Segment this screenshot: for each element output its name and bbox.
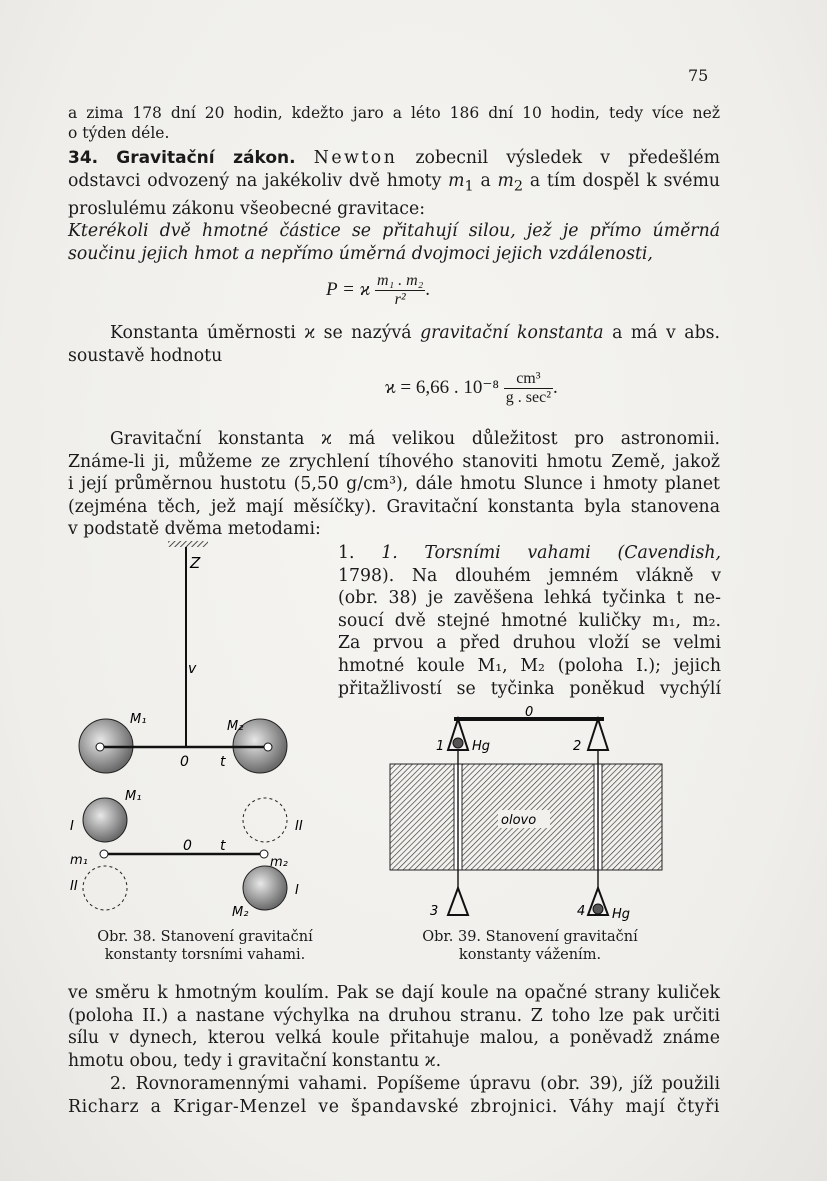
svg-text:M₂: M₂ xyxy=(232,905,249,920)
caption-fig-38: Obr. 38. Stanovení gravitační konstanty torsními vahami. xyxy=(97,929,313,963)
law-line-2: součinu jejich hmot a nepřímo úměrná dvojmoci jejich vzdálenosti, xyxy=(68,243,653,264)
top-paragraph: a zima 178 dní 20 hodin, kdežto jaro a léto 186 dní 10 hodin, tedy více než o týden déle. xyxy=(68,104,720,142)
label-t: t xyxy=(220,754,226,770)
svg-text:Hg: Hg xyxy=(472,739,491,754)
formula-gravity: P = ϰ $\frac{\text{m₁ . m₂}}{\text{r²}}$ . xyxy=(326,272,430,308)
mass-M1-position-I-bottom xyxy=(83,798,127,842)
svg-text:m₂: m₂ xyxy=(270,855,288,870)
svg-text:Hg: Hg xyxy=(612,907,631,922)
mass-M1-position-II xyxy=(83,866,127,910)
svg-text:II: II xyxy=(70,879,78,894)
svg-text:1: 1 xyxy=(436,739,445,754)
formula-constant: ϰ = 6,66 . 10⁻⁸ $\frac{\text{cm³}}{\text{g . sec²}}$ . xyxy=(385,370,558,406)
label-M1: M₁ xyxy=(130,712,147,727)
continuation-paragraph: ve směru k hmotným koulím. Pak se dají koule na opačné strany kuliček (poloha II.) a nastane výchylka na druhou stranu. Z toho lze pak určiti sílu v dynech, kterou velká koule přitahuje malou, a poněvadž známe hmotu obou, tedy i gravitační konstantu ϰ. xyxy=(68,983,720,1071)
svg-text:0: 0 xyxy=(525,705,534,720)
svg-text:4: 4 xyxy=(577,904,586,919)
law-line-1: Kterékoli dvě hmotné částice se přitahují silou, jež je přímo úměrná xyxy=(68,221,720,242)
method-1: 1. 1. Torsními vahami (Cavendish, 1798). Na dlouhém jemném vlákně v (obr. 38) je zavěšena lehká tyčinka t ne- soucí dvě stejné hmotné kuličky m₁, m₂. Za prvou a před druhou vloží se velmi hmotné koule M₁, M₂ (poloha I.); jejich přitažlivostí se tyčinka poněkud vychýlí xyxy=(338,543,721,699)
svg-text:t: t xyxy=(220,838,226,854)
label-olovo: olovo xyxy=(501,813,537,828)
svg-text:II: II xyxy=(295,819,303,834)
svg-text:0: 0 xyxy=(183,838,192,854)
pan-3 xyxy=(448,888,468,915)
section-34: 34. Gravitační zákon. Newton zobecnil výsledek v předešlém odstavci odvozený na jakékoliv dvě hmoty $m_1$ a $m_2$ a tím dospěl k svému proslulému zákonu všeobecné gravitace: Kterékoli dvě hmotné částice se přitahují silou, jež je přímo úměrná součinu jejich hmot a nepřímo úměrná dvojmoci jejich vzdálenosti, xyxy=(68,148,721,264)
page-number: 75 xyxy=(688,66,709,85)
section-title: Gravitační zákon. xyxy=(116,148,296,168)
label-z: Z xyxy=(190,554,201,572)
label-M2: M₂ xyxy=(227,719,244,734)
svg-text:M₁: M₁ xyxy=(125,789,142,804)
svg-text:m₁: m₁ xyxy=(70,853,88,868)
svg-text:3: 3 xyxy=(430,904,439,919)
mass-M2-position-I-bottom xyxy=(243,866,287,910)
svg-text:I: I xyxy=(295,883,299,898)
caption-fig-39: Obr. 39. Stanovení gravitační konstanty vážením. xyxy=(422,929,638,963)
importance-paragraph: Gravitační konstanta ϰ má velikou důležitost pro astronomii. Známe-li ji, můžeme ze zrychlení tíhového stanoviti hmotu Země, jakož i její průměrnou hustotu (5,50 g/cm³), dále hmotu Slunce i hmoty planet (zejména těch, jež mají měsíčky). Gravitační konstanta byla stanovena v podstatě dvěma metodami: xyxy=(68,429,720,540)
section-number: 34. xyxy=(68,148,99,168)
ceiling-mount xyxy=(168,541,208,547)
author-newton: Newton xyxy=(313,148,398,168)
figure-38-torsion-balance xyxy=(70,538,330,923)
constant-paragraph: Konstanta úměrnosti ϰ se nazývá gravitační konstanta a má v abs. soustavě hodnotu xyxy=(68,323,721,366)
mass-M2-position-II xyxy=(243,798,287,842)
small-ball-m2 xyxy=(264,743,272,751)
svg-text:2: 2 xyxy=(573,739,582,754)
label-o: 0 xyxy=(180,754,189,770)
small-ball-m1 xyxy=(96,743,104,751)
label-v: v xyxy=(188,661,197,677)
figure-39-weighing xyxy=(380,700,670,925)
method-2: 2. Rovnoramennými vahami. Popíšeme úpravu (obr. 39), jíž použili Richarz a Krigar-Menzel ve špandavské zbrojnici. Váhy mají čtyři xyxy=(68,1074,720,1117)
svg-text:I: I xyxy=(70,819,74,834)
pan-2 xyxy=(588,719,608,750)
